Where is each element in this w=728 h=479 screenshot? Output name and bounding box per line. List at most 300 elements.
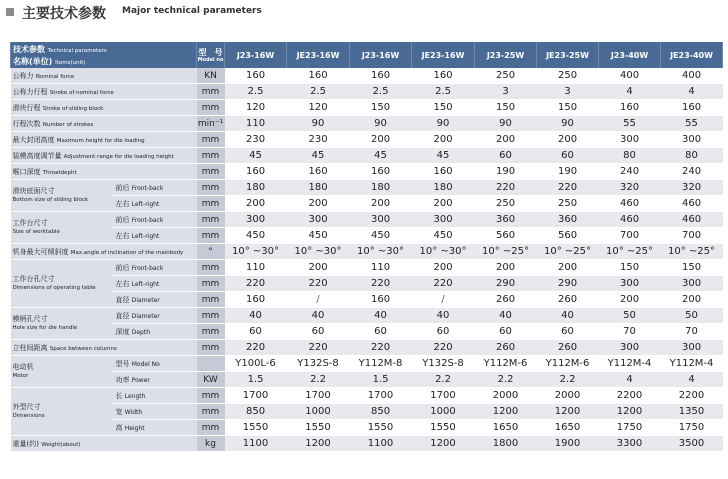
param-label [11, 164, 197, 180]
sub-label-cn: 宽 [115, 407, 123, 416]
unit-cell: mm [197, 388, 225, 404]
sub-label-cn: 直径 [115, 295, 130, 304]
table-row [11, 132, 723, 148]
value-cell: 90 [475, 116, 537, 132]
unit-cell: mm [197, 228, 225, 244]
model-header: J23-16W [225, 42, 287, 68]
param-label-en: Max.angle of inclination of the mainbody [70, 249, 184, 256]
group-label [11, 388, 113, 436]
value-cell: 250 [537, 196, 599, 212]
value-cell: 1550 [287, 420, 350, 436]
value-cell: 1000 [287, 404, 350, 420]
value-cell: 160 [661, 100, 723, 116]
value-cell: 1.5 [225, 372, 287, 388]
value-cell: 10° ~25° [599, 244, 661, 260]
param-label-en: Space between columns [49, 345, 117, 352]
table-row [11, 324, 723, 340]
sub-label-en: Diameter [131, 312, 160, 320]
model-header: J23-25W [475, 42, 537, 68]
value-cell: 1650 [475, 420, 537, 436]
value-cell: 1000 [412, 404, 475, 420]
value-cell: 250 [475, 196, 537, 212]
value-cell: 240 [661, 164, 723, 180]
sub-label [113, 356, 197, 372]
value-cell: 4 [599, 84, 661, 100]
param-label-en: Stroke of nominal force [49, 89, 114, 96]
value-cell: 160 [350, 164, 412, 180]
value-cell: 1650 [537, 420, 599, 436]
value-cell: 1550 [225, 420, 287, 436]
sub-label [113, 180, 197, 196]
spec-body [11, 68, 723, 452]
value-cell: 200 [287, 196, 350, 212]
sub-label [113, 324, 197, 340]
model-header: JE23-40W [661, 42, 723, 68]
unit-cell: mm [197, 180, 225, 196]
sub-label-en: Left-right [131, 280, 160, 288]
value-cell: 40 [225, 308, 287, 324]
sub-label-en: Front-back [131, 216, 164, 224]
value-cell: 160 [412, 164, 475, 180]
model-header: JE23-25W [537, 42, 599, 68]
table-row [11, 244, 723, 260]
param-label-cn: 喉口深度 [12, 167, 41, 176]
value-cell: 360 [475, 212, 537, 228]
sub-label-en: Length [124, 392, 146, 400]
value-cell: 160 [350, 292, 412, 308]
value-cell: Y112M-6 [537, 356, 599, 372]
value-cell: 450 [350, 228, 412, 244]
value-cell: 220 [287, 340, 350, 356]
sub-label [113, 228, 197, 244]
value-cell: 45 [412, 148, 475, 164]
value-cell: 60 [287, 324, 350, 340]
value-cell: 160 [287, 164, 350, 180]
param-label [11, 340, 197, 356]
value-cell: 160 [350, 68, 412, 84]
value-cell: 50 [599, 308, 661, 324]
value-cell: 2.5 [287, 84, 350, 100]
value-cell: 45 [225, 148, 287, 164]
sub-label [113, 388, 197, 404]
table-row [11, 116, 723, 132]
value-cell: 1700 [350, 388, 412, 404]
table-row [11, 404, 723, 420]
sub-label-en: Depth [131, 328, 151, 336]
model-header: J23-16W [350, 42, 412, 68]
value-cell: 2.2 [475, 372, 537, 388]
value-cell: 220 [225, 340, 287, 356]
value-cell: 220 [537, 180, 599, 196]
value-cell: 400 [661, 68, 723, 84]
param-label [11, 148, 197, 164]
sub-label [113, 276, 197, 292]
value-cell: 1550 [350, 420, 412, 436]
value-cell: 4 [599, 372, 661, 388]
value-cell: 200 [475, 260, 537, 276]
table-row [11, 276, 723, 292]
unit-cell: min⁻¹ [197, 116, 225, 132]
table-row [11, 228, 723, 244]
param-label [11, 132, 197, 148]
table-row [11, 420, 723, 436]
page-title-en: Major technical parameters [122, 6, 262, 16]
unit-cell: mm [197, 164, 225, 180]
title-bar [0, 0, 728, 36]
value-cell: 150 [350, 100, 412, 116]
group-label [11, 308, 113, 340]
sub-label-en: Width [124, 408, 143, 416]
value-cell: 2000 [537, 388, 599, 404]
value-cell: 10° ~25° [537, 244, 599, 260]
value-cell: 1.5 [350, 372, 412, 388]
value-cell: 150 [661, 260, 723, 276]
sub-label-cn: 深度 [115, 327, 130, 336]
param-label-cn: 公称力 [12, 71, 34, 80]
unit-cell: mm [197, 84, 225, 100]
sub-label-cn: 长 [115, 391, 123, 400]
sub-label-en: Model No [131, 360, 160, 368]
unit-cell: ° [197, 244, 225, 260]
unit-cell: mm [197, 148, 225, 164]
sub-label-cn: 直径 [115, 311, 130, 320]
value-cell: 220 [225, 276, 287, 292]
value-cell: 10° ~30° [412, 244, 475, 260]
value-cell: Y112M-4 [599, 356, 661, 372]
value-cell: 2.2 [537, 372, 599, 388]
value-cell: 300 [287, 212, 350, 228]
value-cell: 700 [599, 228, 661, 244]
value-cell: 160 [412, 68, 475, 84]
param-label-en: Stroke of sliding block [42, 105, 104, 112]
table-row [11, 196, 723, 212]
unit-cell: kg [197, 436, 225, 452]
value-cell: 3 [475, 84, 537, 100]
param-label-cn: 机身最大可倾斜度 [12, 247, 69, 256]
value-cell: 230 [287, 132, 350, 148]
sub-label-en: Power [131, 376, 150, 384]
value-cell: 300 [599, 276, 661, 292]
group-label-cn: 滑块底面尺寸 [12, 186, 55, 195]
table-row [11, 436, 723, 452]
table-row [11, 84, 723, 100]
value-cell: 40 [537, 308, 599, 324]
sub-label-cn: 左右 [115, 279, 130, 288]
header-model-cell [197, 42, 225, 68]
value-cell: 110 [225, 116, 287, 132]
value-cell: 70 [599, 324, 661, 340]
param-label-cn: 重量(约) [12, 439, 39, 448]
table-row [11, 292, 723, 308]
value-cell: 3500 [661, 436, 723, 452]
value-cell: Y112M-6 [475, 356, 537, 372]
param-label-en: Maximum height for die loading [56, 137, 145, 144]
value-cell: 250 [537, 68, 599, 84]
value-cell: 110 [350, 260, 412, 276]
value-cell: 300 [661, 340, 723, 356]
value-cell: 150 [599, 260, 661, 276]
value-cell: 180 [225, 180, 287, 196]
sub-label-cn: 左右 [115, 199, 130, 208]
value-cell: 2.2 [287, 372, 350, 388]
sub-label-en: Left-right [131, 232, 160, 240]
value-cell: 850 [225, 404, 287, 420]
value-cell: 55 [661, 116, 723, 132]
group-label-cn: 工作台孔尺寸 [12, 274, 55, 283]
group-label-cn: 电动机 [12, 362, 34, 371]
unit-cell: mm [197, 196, 225, 212]
value-cell: 60 [225, 324, 287, 340]
sub-label-en: Diameter [131, 296, 160, 304]
table-row [11, 372, 723, 388]
group-label-cn: 外型尺寸 [12, 402, 41, 411]
sub-label [113, 372, 197, 388]
unit-cell: mm [197, 276, 225, 292]
spec-table [10, 42, 723, 452]
param-label [11, 68, 197, 84]
value-cell: / [287, 292, 350, 308]
unit-cell: mm [197, 132, 225, 148]
value-cell: 320 [599, 180, 661, 196]
value-cell: 1200 [599, 404, 661, 420]
table-row [11, 260, 723, 276]
unit-cell: mm [197, 292, 225, 308]
group-label [11, 260, 113, 308]
value-cell: 160 [287, 68, 350, 84]
value-cell: 1700 [287, 388, 350, 404]
value-cell: 180 [412, 180, 475, 196]
value-cell: 40 [287, 308, 350, 324]
unit-cell: mm [197, 260, 225, 276]
value-cell: 300 [350, 212, 412, 228]
group-label [11, 356, 113, 388]
value-cell: Y132S-8 [287, 356, 350, 372]
model-header: JE23-16W [287, 42, 350, 68]
value-cell: 220 [350, 276, 412, 292]
table-row [11, 340, 723, 356]
header-model-cn: 型 号 [198, 47, 223, 57]
value-cell: 200 [475, 132, 537, 148]
value-cell: 10° ~30° [225, 244, 287, 260]
value-cell: 110 [225, 260, 287, 276]
sub-label-cn: 高 [115, 423, 123, 432]
param-label-cn: 行程次数 [12, 119, 41, 128]
sub-label [113, 196, 197, 212]
model-header: JE23-16W [412, 42, 475, 68]
value-cell: 230 [225, 132, 287, 148]
sub-label [113, 212, 197, 228]
value-cell: 150 [537, 100, 599, 116]
sub-label-en: Left-right [131, 200, 160, 208]
value-cell: 160 [225, 164, 287, 180]
value-cell: 220 [350, 340, 412, 356]
sub-label [113, 404, 197, 420]
value-cell: 300 [225, 212, 287, 228]
value-cell: 70 [661, 324, 723, 340]
table-row [11, 100, 723, 116]
unit-cell: mm [197, 420, 225, 436]
value-cell: 1800 [475, 436, 537, 452]
value-cell: 10° ~30° [287, 244, 350, 260]
param-label-en: Nominal force [35, 73, 75, 80]
header-params-cn: 技术参数 [13, 44, 45, 54]
value-cell: 10° ~25° [475, 244, 537, 260]
sub-label-cn: 前后 [115, 263, 130, 272]
value-cell: 560 [537, 228, 599, 244]
value-cell: 90 [537, 116, 599, 132]
value-cell: / [412, 292, 475, 308]
value-cell: 60 [475, 148, 537, 164]
value-cell: 200 [537, 260, 599, 276]
unit-cell: mm [197, 324, 225, 340]
header-items [13, 56, 196, 68]
group-label-cn: 模柄孔尺寸 [12, 314, 48, 323]
value-cell: 190 [537, 164, 599, 180]
value-cell: 90 [287, 116, 350, 132]
value-cell: 200 [412, 260, 475, 276]
sub-label [113, 292, 197, 308]
value-cell: 1350 [661, 404, 723, 420]
value-cell: 300 [599, 340, 661, 356]
value-cell: 220 [412, 276, 475, 292]
value-cell: 90 [350, 116, 412, 132]
param-label-cn: 滑块行程 [12, 103, 41, 112]
unit-cell: mm [197, 212, 225, 228]
value-cell: 160 [599, 100, 661, 116]
value-cell: 180 [350, 180, 412, 196]
value-cell: 120 [287, 100, 350, 116]
param-label-en: Adjustment range for die loading height [63, 153, 174, 160]
value-cell: 90 [412, 116, 475, 132]
value-cell: 2.5 [350, 84, 412, 100]
value-cell: 200 [350, 196, 412, 212]
value-cell: 240 [599, 164, 661, 180]
header-items-cn: 名称(单位) [13, 56, 53, 66]
value-cell: 1900 [537, 436, 599, 452]
value-cell: 1750 [661, 420, 723, 436]
value-cell: 2.5 [412, 84, 475, 100]
value-cell: 60 [350, 324, 412, 340]
value-cell: 45 [287, 148, 350, 164]
table-row [11, 308, 723, 324]
group-label-en: Size of worktable [12, 228, 60, 235]
table-row [11, 68, 723, 84]
value-cell: 290 [475, 276, 537, 292]
value-cell: 260 [537, 340, 599, 356]
value-cell: 4 [661, 84, 723, 100]
value-cell: 2200 [661, 388, 723, 404]
unit-cell: mm [197, 404, 225, 420]
value-cell: 60 [412, 324, 475, 340]
param-label [11, 100, 197, 116]
value-cell: 2.5 [225, 84, 287, 100]
value-cell: 200 [661, 292, 723, 308]
value-cell: 2.2 [412, 372, 475, 388]
value-cell: 260 [475, 340, 537, 356]
value-cell: 1100 [225, 436, 287, 452]
table-row [11, 212, 723, 228]
table-row [11, 164, 723, 180]
group-label-cn: 工作台尺寸 [12, 218, 48, 227]
value-cell: 1200 [412, 436, 475, 452]
param-label [11, 84, 197, 100]
model-header: J23-40W [599, 42, 661, 68]
value-cell: 40 [350, 308, 412, 324]
value-cell: 50 [661, 308, 723, 324]
value-cell: 450 [412, 228, 475, 244]
value-cell: 1750 [599, 420, 661, 436]
sub-label-en: Front-back [131, 264, 164, 272]
header-params-en: Technical parameters [47, 47, 107, 54]
value-cell: 360 [537, 212, 599, 228]
unit-cell: KN [197, 68, 225, 84]
value-cell: 300 [661, 276, 723, 292]
value-cell: 150 [475, 100, 537, 116]
unit-cell: mm [197, 340, 225, 356]
table-row [11, 356, 723, 372]
param-label-en: Throatdepht [42, 169, 77, 176]
value-cell: 700 [661, 228, 723, 244]
value-cell: 320 [661, 180, 723, 196]
group-label-en: Bottom size of sliding block [12, 196, 89, 203]
value-cell: 300 [412, 212, 475, 228]
unit-cell: KW [197, 372, 225, 388]
sub-label [113, 260, 197, 276]
value-cell: 4 [661, 372, 723, 388]
value-cell: 300 [599, 132, 661, 148]
value-cell: Y132S-8 [412, 356, 475, 372]
value-cell: 1200 [475, 404, 537, 420]
value-cell: 3300 [599, 436, 661, 452]
value-cell: Y112M-8 [350, 356, 412, 372]
value-cell: 180 [287, 180, 350, 196]
value-cell: 80 [599, 148, 661, 164]
value-cell: 200 [225, 196, 287, 212]
value-cell: 2000 [475, 388, 537, 404]
title-square-icon [6, 8, 14, 16]
value-cell: 250 [475, 68, 537, 84]
sub-label [113, 420, 197, 436]
value-cell: 200 [350, 132, 412, 148]
value-cell: 1700 [412, 388, 475, 404]
value-cell: 1200 [287, 436, 350, 452]
value-cell: 160 [225, 292, 287, 308]
value-cell: 1200 [537, 404, 599, 420]
table-row [11, 148, 723, 164]
table-row [11, 180, 723, 196]
sub-label-cn: 前后 [115, 215, 130, 224]
value-cell: 2200 [599, 388, 661, 404]
value-cell: 850 [350, 404, 412, 420]
value-cell: 10° ~30° [350, 244, 412, 260]
sub-label-cn: 前后 [115, 183, 130, 192]
value-cell: 220 [287, 276, 350, 292]
unit-cell: mm [197, 308, 225, 324]
value-cell: 60 [475, 324, 537, 340]
value-cell: 60 [537, 324, 599, 340]
value-cell: 200 [599, 292, 661, 308]
param-label-en: Weight(about) [41, 441, 81, 448]
table-row [11, 388, 723, 404]
sub-label-cn: 功率 [115, 375, 130, 384]
value-cell: 1100 [350, 436, 412, 452]
header-items-en: Items(unit) [55, 59, 86, 66]
value-cell: 150 [412, 100, 475, 116]
header-row [11, 42, 723, 68]
value-cell: Y112M-4 [661, 356, 723, 372]
value-cell: 40 [475, 308, 537, 324]
param-label-cn: 立柱间距离 [12, 343, 48, 352]
